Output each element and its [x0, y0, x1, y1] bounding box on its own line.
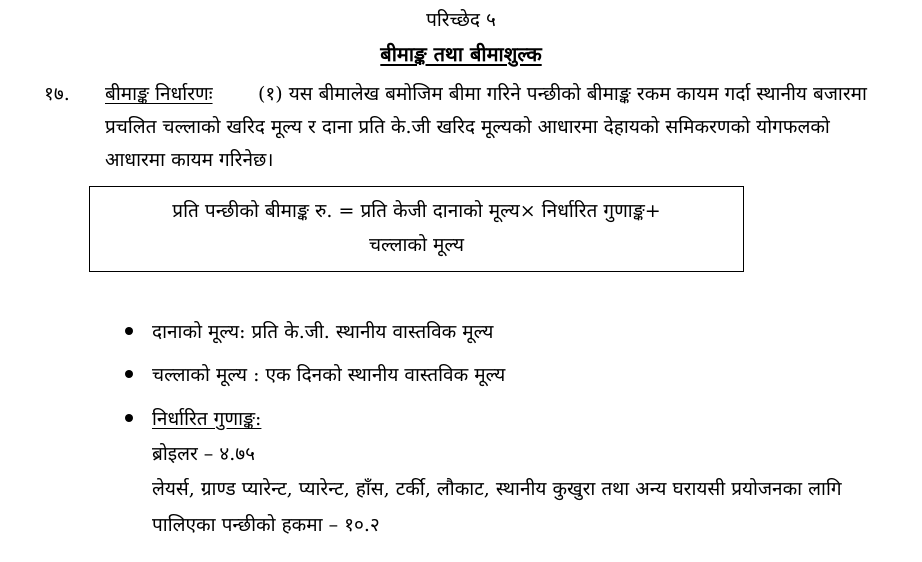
clause-number: १७.	[44, 83, 70, 105]
definition-multiplier-heading: निर्धारित गुणाङ्क:	[152, 408, 262, 430]
clause-heading: बीमाङ्क निर्धारणः	[105, 83, 213, 105]
clause-text-line: प्रचलित चल्लाको खरिद मूल्य र दाना प्रति के.जी खरिद मूल्यको आधारमा देहायको समिकरणको योगफलको	[105, 116, 830, 138]
formula-line: चल्लाको मूल्य	[368, 234, 465, 256]
bullet-icon	[125, 327, 133, 335]
section-title	[0, 40, 922, 67]
multiplier-broiler: ब्रोइलर – ४.७५	[152, 443, 256, 465]
section-title-text: बीमाङ्क तथा बीमाशुल्क	[380, 42, 542, 66]
multiplier-others-line: पालिएका पन्छीको हकमा – १०.२	[152, 514, 380, 536]
chapter-heading: परिच्छेद ५	[426, 9, 496, 31]
bullet-icon	[125, 370, 133, 378]
definition-chick-price: चल्लाको मूल्य : एक दिनको स्थानीय वास्तविक मूल्य	[152, 364, 506, 386]
formula-box	[89, 186, 744, 272]
multiplier-others-line: लेयर्स, ग्राण्ड प्यारेन्ट, प्यारेन्ट, हाँस, टर्की, लौकाट, स्थानीय कुखुरा तथा अन्य घरायसी प्रयोजनका लागि	[152, 478, 842, 500]
formula-line: प्रति पन्छीको बीमाङ्क रु. = प्रति केजी दानाको मूल्य× निर्धारित गुणाङ्क+	[172, 200, 661, 222]
clause-text-line: आधारमा कायम गरिनेछ।	[105, 149, 274, 171]
clause-text-line: (१) यस बीमालेख बमोजिम बीमा गरिने पन्छीको बीमाङ्क रकम कायम गर्दा स्थानीय बजारमा	[258, 83, 867, 105]
bullet-icon	[125, 414, 133, 422]
definition-feed-price: दानाको मूल्य: प्रति के.जी. स्थानीय वास्तविक मूल्य	[152, 321, 494, 343]
